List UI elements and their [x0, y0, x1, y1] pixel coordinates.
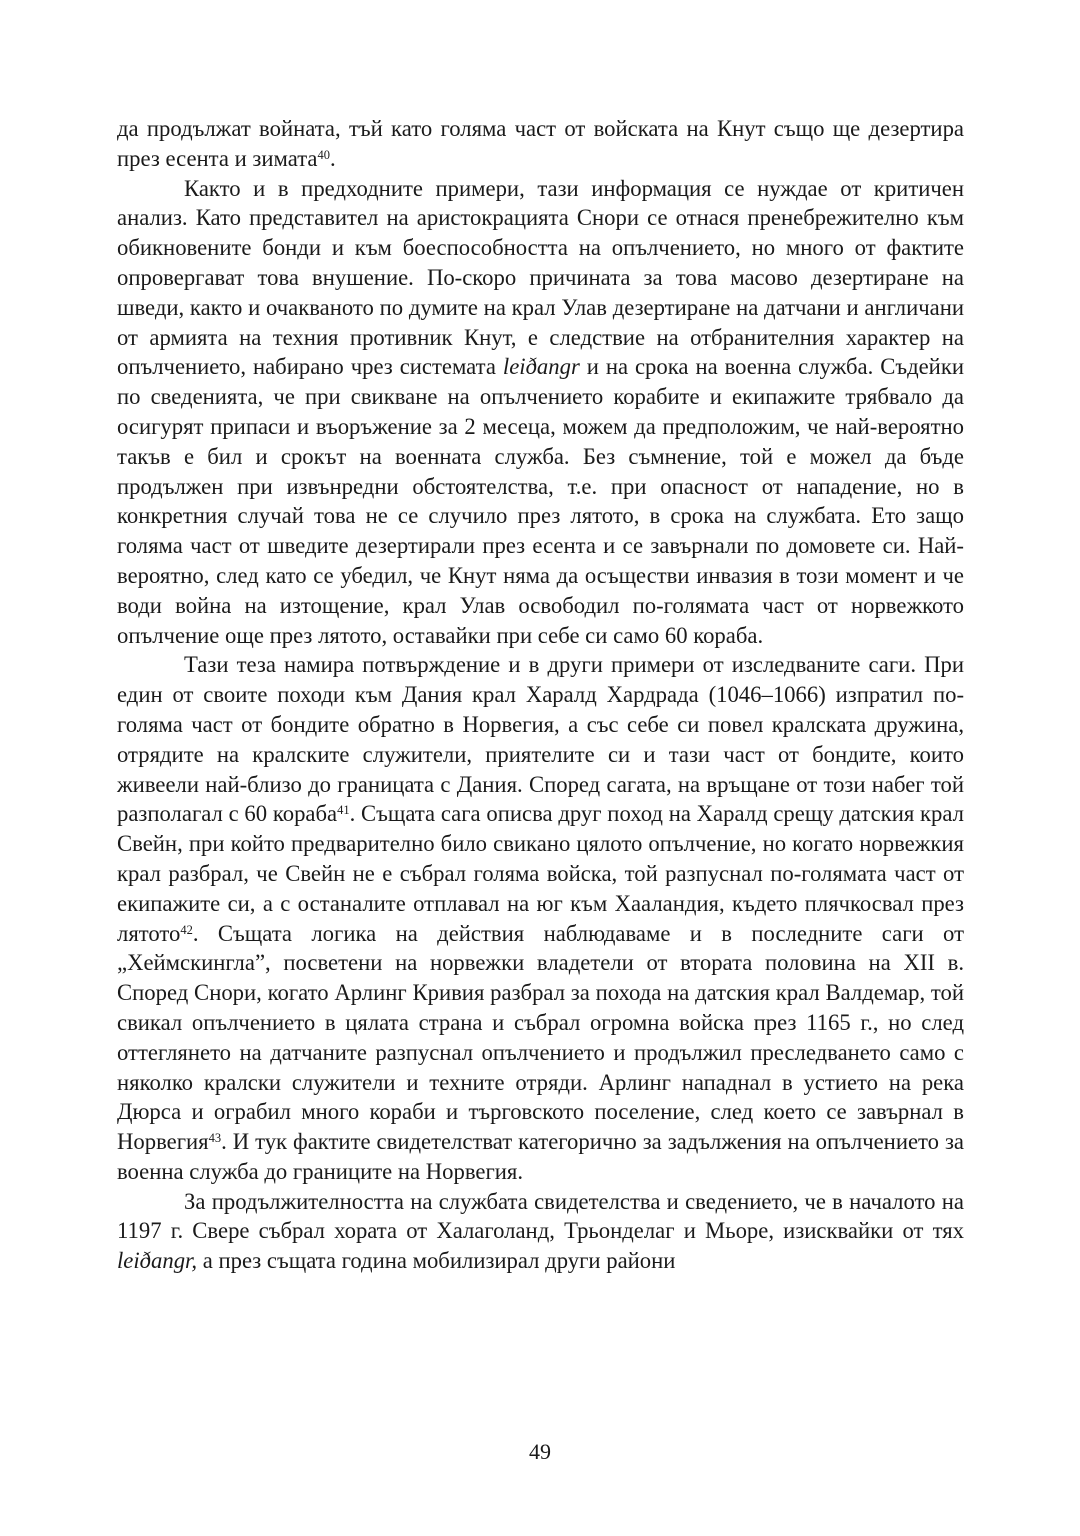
text-run: За продължителността на службата свидетелства и сведението, че в началото на 1197 г. Свере събрал хората от Халаголанд, Трьонделаг и Мьоре, изисквайки от тях — [117, 1188, 964, 1244]
page-number: 49 — [529, 1439, 551, 1464]
paragraph-3 — [117, 650, 964, 1186]
paragraph-4 — [117, 1187, 964, 1276]
text-run: . Същата сага описва друг поход на Харалд срещу датския крал Свейн, при който предварително било свикано цялото опълчение, но когато норвежкия крал разбрал, че Свейн не е събрал голяма войска, той разпуснал по-голямата част от екипажите си, а с останалите отплавал на юг към Хааландия, където плячкосвал през лятото — [117, 801, 964, 946]
text-run: да продължат войната, тъй като голяма част от войската на Кнут също ще дезертира през есента и зимата — [117, 116, 964, 171]
paragraph-2 — [117, 174, 964, 651]
text-run: . Същата логика на действия наблюдаваме и в последните саги от „Хеймскингла”, посветени на норвежки владетели от втората половина на XII в. Според Снори, когато Арлинг Кривия разбрал за похода на датския крал Валдемар, той свикал опълчението в цялата страна и събрал огромна войска през 1165 г., но след оттеглянето на датчаните разпуснал опълчението и продължил преследването само с няколко кралски служители и техните отряди. Арлинг нападнал в устието на река Дюрса и ограбил много кораби и търговското поселение, след което се завърнал в Норвегия — [117, 920, 964, 1155]
text-run: а през същата година мобилизирал други райони — [197, 1248, 676, 1274]
text-run: Както и в предходните примери, тази информация се нуждае от критичен анализ. Като представител на аристокрацията Снори се отнася пренебрежително към обикновените бонди и към боеспособността на опълчението, но много от фактите опровергават това внушение. По-скоро причината за това масово дезертиране на шведи, както и очакваното по думите на крал Улав дезертиране на датчани и англичани от армията на техния противник Кнут, е следствие на отбранителния характер на опълчението, набирано чрез системата — [117, 175, 964, 380]
text-run: . — [329, 145, 336, 171]
italic-term: leiðangr — [502, 354, 580, 380]
page-body — [117, 114, 964, 1276]
footnote-ref-43: 43 — [208, 1131, 222, 1146]
text-run: и на срока на военна служба. Съдейки по сведенията, че при свикване на опълчението корабите и екипажите трябвало да осигурят припаси и въоръжение за 2 месеца, можем да предположим, че най-вероятно такъв е бил и срокът на военната служба. Без съмнение, той е можел да бъде продължен при извънредни обстоятелства, т.е. при опасност от нападение, но в конкретния случай това не се случило през лятото, в срока на службата. Ето защо голяма част от шведите дезертирали през есента и се завърнали по домовете си. Най-вероятно, след като се убедил, че Кнут няма да осъществи инвазия в този момент и че води война на изтощение, крал Улав освободил по-голямата част от норвежкото опълчение още през лятото, оставайки при себе си само 60 кораба. — [117, 354, 964, 648]
text-run: . И тук фактите свидетелстват категорично за задължения на опълчението за военна служба до границите на Норвегия. — [117, 1129, 964, 1184]
footnote-ref-40: 40 — [317, 147, 330, 162]
paragraph-1 — [117, 114, 964, 174]
footnote-ref-41: 41 — [337, 803, 350, 818]
text-run: Тази теза намира потвърждение и в други примери от изследваните саги. При един от своите походи към Дания крал Харалд Хардрада (1046–1066) изпратил по-голяма част от бондите обратно в Норвегия, а със себе си повел кралската дружина, отрядите на кралските служители, приятелите си и тази част от бондите, които живеели най-близо до границата с Дания. Според сагата, на връщане от този набег той разполагал с 60 кораба — [117, 652, 964, 827]
italic-term: leiðangr, — [117, 1248, 198, 1274]
footnote-ref-42: 42 — [180, 922, 193, 937]
